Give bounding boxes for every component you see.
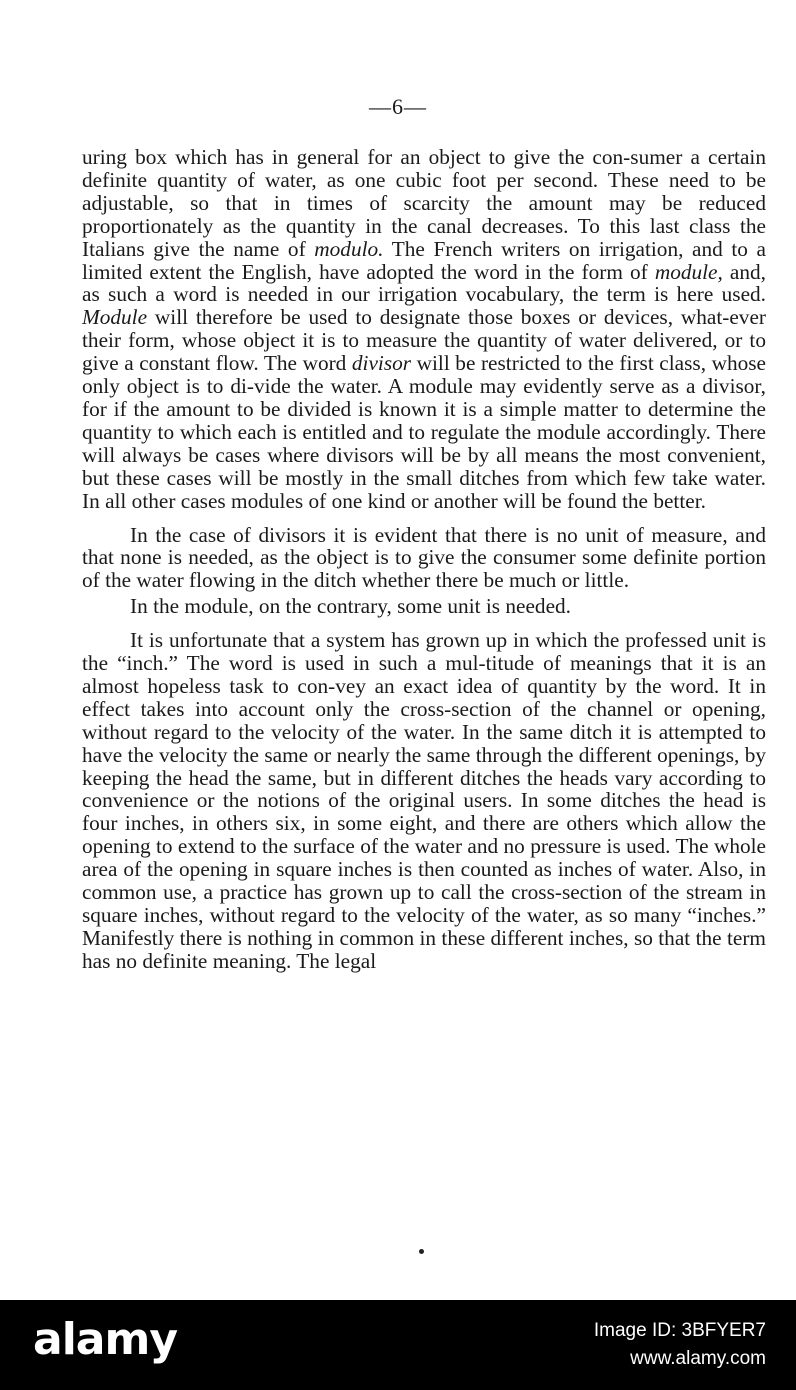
paragraph (82, 595, 766, 618)
text-segment: In the module, on the contrary, some unit is needed. (130, 594, 572, 619)
paragraph (82, 524, 766, 593)
ink-dot (419, 1249, 424, 1254)
body-text (82, 146, 766, 973)
text-segment: In the case of divisors it is evident that there is no unit of measure, and that none is needed, as the object is to give the consumer some definite portion of the water flowing in the ditch whether there be much or little. (82, 522, 766, 593)
text-segment: uring box which has in general for an object to give the con-sumer a certain definite quantity of water, as one cubic foot per second. These need to be adjustable, so that in times of scarcity the amount may be reduced proportionately as the quantity in the canal decreases. To this last class the Italians give the name of (82, 145, 766, 261)
paragraph (82, 146, 766, 513)
text-segment: will therefore be used to designate those boxes or devices, what-ever their form, whose object it is to measure the quantity of water delivered, or to give a constant flow. The word (82, 305, 766, 376)
text-segment: It is unfortunate that a system has grown up in which the professed unit is the “inch.” The word is used in such a mul-titude of meanings that it is an almost hopeless task to con-vey an exact idea of quantity by the word. It in effect takes into account only the cross-section of the channel or opening, without regard to the velocity of the water. In the same ditch it is attempted to have the velocity the same or nearly the same through the different openings, by keeping the head the same, but in different ditches the heads vary according to convenience or the notions of the original users. In some ditches the head is four inches, in others six, in some eight, and there are others which allow the opening to extend to the surface of the water and no pressure is used. The whole area of the opening in square inches is then counted as inches of water. Also, in common use, a practice has grown up to call the cross-section of the stream in square inches, without regard to the velocity of the water, as so many “inches.” Manifestly there is nothing in common in these different inches, so that the term has no definite meaning. The legal (82, 628, 766, 973)
paragraph (82, 629, 766, 973)
site-url-label: www.alamy.com (630, 1348, 766, 1369)
watermark-logo: alamy (33, 1314, 177, 1365)
text-segment: will be restricted to the first class, whose only object is to di-vide the water. A module may evidently serve as a divisor, for if the amount to be divided is known it is a simple matter to determine the quantity to which each is entitled and to regulate the module accordingly. There will always be cases where divisors will be by all means the most convenient, but these cases will be mostly in the small ditches from which few take water. In all other cases modules of one kind or another will be found the better. (82, 351, 766, 513)
italic-term-modulo: modulo. (314, 236, 384, 261)
italic-term-module: module, (654, 259, 723, 284)
text-segment: The French writers on irrigation, and to a limited extent the English, have adopted the word in the form of (82, 236, 767, 284)
text-segment: and, as such a word is needed in our irrigation vocabulary, the term is here used. (82, 259, 766, 307)
watermark-banner (0, 1300, 796, 1390)
italic-term-module-capital: Module (82, 305, 148, 330)
image-id-label: Image ID: 3BFYER7 (593, 1320, 766, 1341)
italic-term-divisor: divisor (351, 351, 412, 376)
page-number: —6— (369, 94, 427, 119)
